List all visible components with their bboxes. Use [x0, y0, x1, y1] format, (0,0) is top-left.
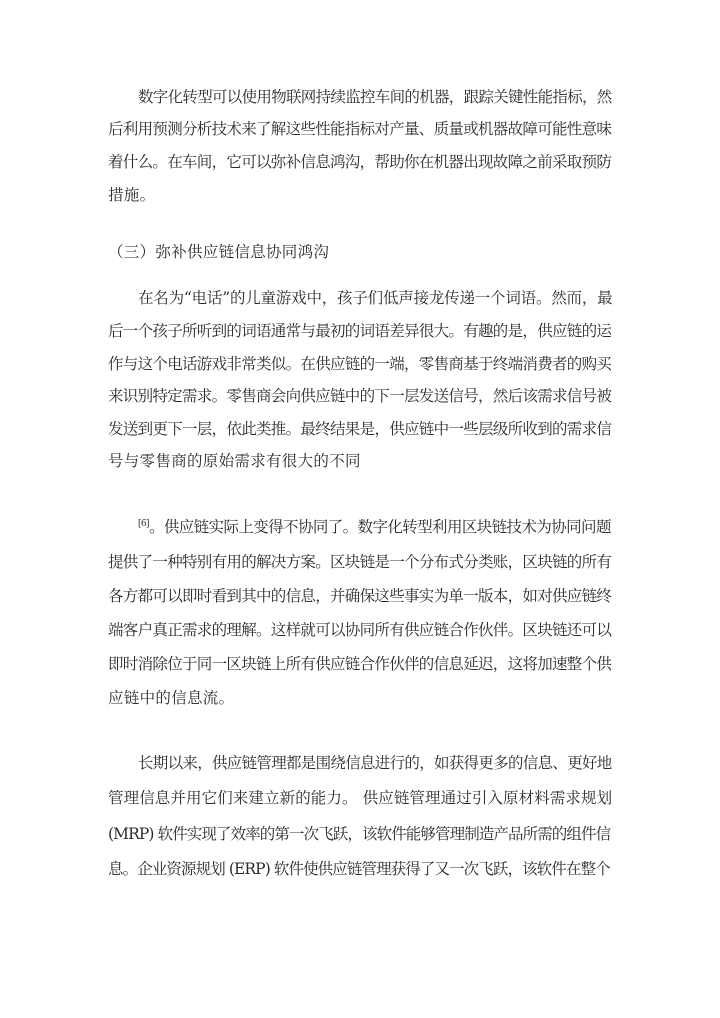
text-line: 即时消除位于同一区块链上所有供应链合作伙伴的信息延迟，这将加速整个供: [108, 655, 612, 673]
text-line: 数字化转型可以使用物联网持续监控车间的机器，跟踪关键性能指标，然: [138, 88, 612, 106]
text-line: 应链中的信息流。: [108, 689, 235, 707]
text-line: 号与零售商的原始需求有很大的不同: [108, 452, 361, 470]
text-line: 息。企业资源规划 (ERP) 软件使供应链管理获得了又一次飞跃，该软件在整个: [108, 860, 610, 878]
text-line: 端客户真正需求的理解。这样就可以协同所有供应链合作伙伴。区块链还可以: [108, 621, 612, 639]
text-line: 后利用预测分析技术来了解这些性能指标对产量、质量或机器故障可能性意味: [108, 120, 612, 138]
text-line: 作与这个电话游戏非常类似。在供应链的一端，零售商基于终端消费者的购买: [108, 355, 612, 373]
text-line: 提供了一种特别有用的解决方案。区块链是一个分布式分类账，区块链的所有: [108, 553, 612, 571]
text-line: 发送到更下一层，依此类推。最终结果是，供应链中一些层级所收到的需求信: [108, 420, 612, 438]
text-line: 来识别特定需求。零售商会向供应链中的下一层发送信号，然后该需求信号被: [108, 387, 612, 405]
text-line: 着什么。在车间，它可以弥补信息鸿沟，帮助你在机器出现故障之前采取预防: [108, 153, 612, 171]
section-heading: （三）弥补供应链信息协同鸿沟: [108, 243, 330, 261]
text-line: [138, 516, 611, 538]
citation-marker: [6]: [138, 518, 149, 529]
text-span: 。供应链实际上变得不协同了。数字化转型利用区块链技术为协同问题: [148, 518, 611, 536]
text-line: 在名为“电话”的儿童游戏中，孩子们低声接龙传递一个词语。然而，最: [138, 289, 613, 307]
text-line: (MRP) 软件实现了效率的第一次飞跃，该软件能够管理制造产品所需的组件信: [108, 825, 611, 843]
text-line: 措施。: [108, 186, 156, 204]
text-line: 长期以来，供应链管理都是围绕信息进行的，如获得更多的信息、更好地: [138, 754, 612, 772]
text-line: 各方都可以即时看到其中的信息，并确保这些事实为单一版本，如对供应链终: [108, 587, 612, 605]
text-line: 管理信息并用它们来建立新的能力。 供应链管理通过引入原材料需求规划: [108, 789, 613, 807]
text-line: 后一个孩子所听到的词语通常与最初的词语差异很大。有趣的是，供应链的运: [108, 322, 612, 340]
